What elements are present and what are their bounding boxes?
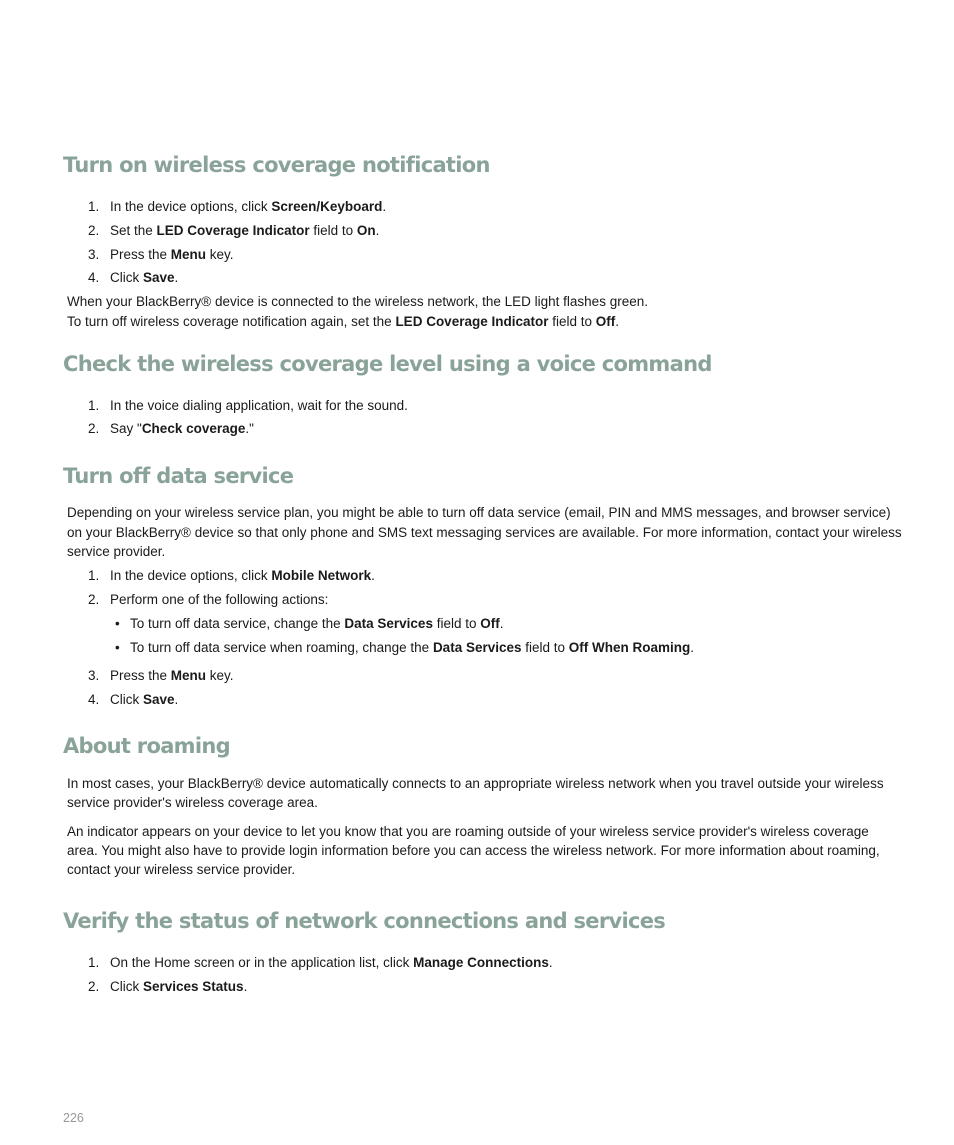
bullet-icon: • xyxy=(115,640,120,655)
coverage-note: When your BlackBerry® device is connected to the wireless network, the LED light flashes green. xyxy=(67,294,648,309)
bullet-item: To turn off data service when roaming, change the Data Services field to Off When Roaming. xyxy=(130,640,695,655)
intro-line: Depending on your wireless service plan, you might be able to turn off data service (email, PIN and MMS messages, and browser service) xyxy=(67,505,891,520)
roaming-paragraph-line: contact your wireless service provider. xyxy=(67,862,296,877)
step-number: 2. xyxy=(88,979,100,994)
step-number: 1. xyxy=(88,398,100,413)
coverage-off-note: To turn off wireless coverage notification again, set the LED Coverage Indicator field to Off. xyxy=(67,314,620,329)
step-item: In the device options, click Mobile Network. xyxy=(110,568,375,583)
step-item: Click Services Status. xyxy=(110,979,248,994)
step-item: Perform one of the following actions: xyxy=(110,592,329,607)
step-number: 2. xyxy=(88,421,100,436)
intro-line: on your BlackBerry® device so that only phone and SMS text messaging services are available. For more information, contact your wireless xyxy=(67,525,902,540)
step-number: 1. xyxy=(88,568,100,583)
step-number: 3. xyxy=(88,247,100,262)
roaming-paragraph-line: An indicator appears on your device to let you know that you are roaming outside of your wireless service provider's wireless coverage xyxy=(67,824,869,839)
step-number: 2. xyxy=(88,592,100,607)
step-item: Click Save. xyxy=(110,270,179,285)
step-item: Press the Menu key. xyxy=(110,668,234,683)
bullet-icon: • xyxy=(115,616,120,631)
step-number: 2. xyxy=(88,223,100,238)
step-item: Say "Check coverage." xyxy=(110,421,254,436)
step-item: Set the LED Coverage Indicator field to On. xyxy=(110,223,380,238)
step-number: 1. xyxy=(88,199,100,214)
roaming-paragraph-line: service provider's wireless coverage area. xyxy=(67,795,318,810)
section-title-roaming: About roaming xyxy=(63,734,230,758)
step-item: In the device options, click Screen/Keyboard. xyxy=(110,199,387,214)
section-title-data-service: Turn off data service xyxy=(63,464,294,488)
intro-line: service provider. xyxy=(67,544,166,559)
roaming-paragraph-line: area. You might also have to provide login information before you can access the wireless network. For more information about roaming, xyxy=(67,843,880,858)
bullet-item: To turn off data service, change the Data Services field to Off. xyxy=(130,616,504,631)
step-item: Click Save. xyxy=(110,692,179,707)
step-number: 1. xyxy=(88,955,100,970)
step-number: 3. xyxy=(88,668,100,683)
section-title-voice-command: Check the wireless coverage level using a voice command xyxy=(63,352,712,376)
step-item: On the Home screen or in the application list, click Manage Connections. xyxy=(110,955,553,970)
step-item: In the voice dialing application, wait for the sound. xyxy=(110,398,408,413)
section-title-network-status: Verify the status of network connections and services xyxy=(63,909,666,933)
page-number: 226 xyxy=(63,1111,84,1125)
step-number: 4. xyxy=(88,270,100,285)
step-number: 4. xyxy=(88,692,100,707)
section-title-coverage-notification: Turn on wireless coverage notification xyxy=(63,153,490,177)
roaming-paragraph-line: In most cases, your BlackBerry® device automatically connects to an appropriate wireless network when you travel outside your wireless xyxy=(67,776,884,791)
step-item: Press the Menu key. xyxy=(110,247,234,262)
